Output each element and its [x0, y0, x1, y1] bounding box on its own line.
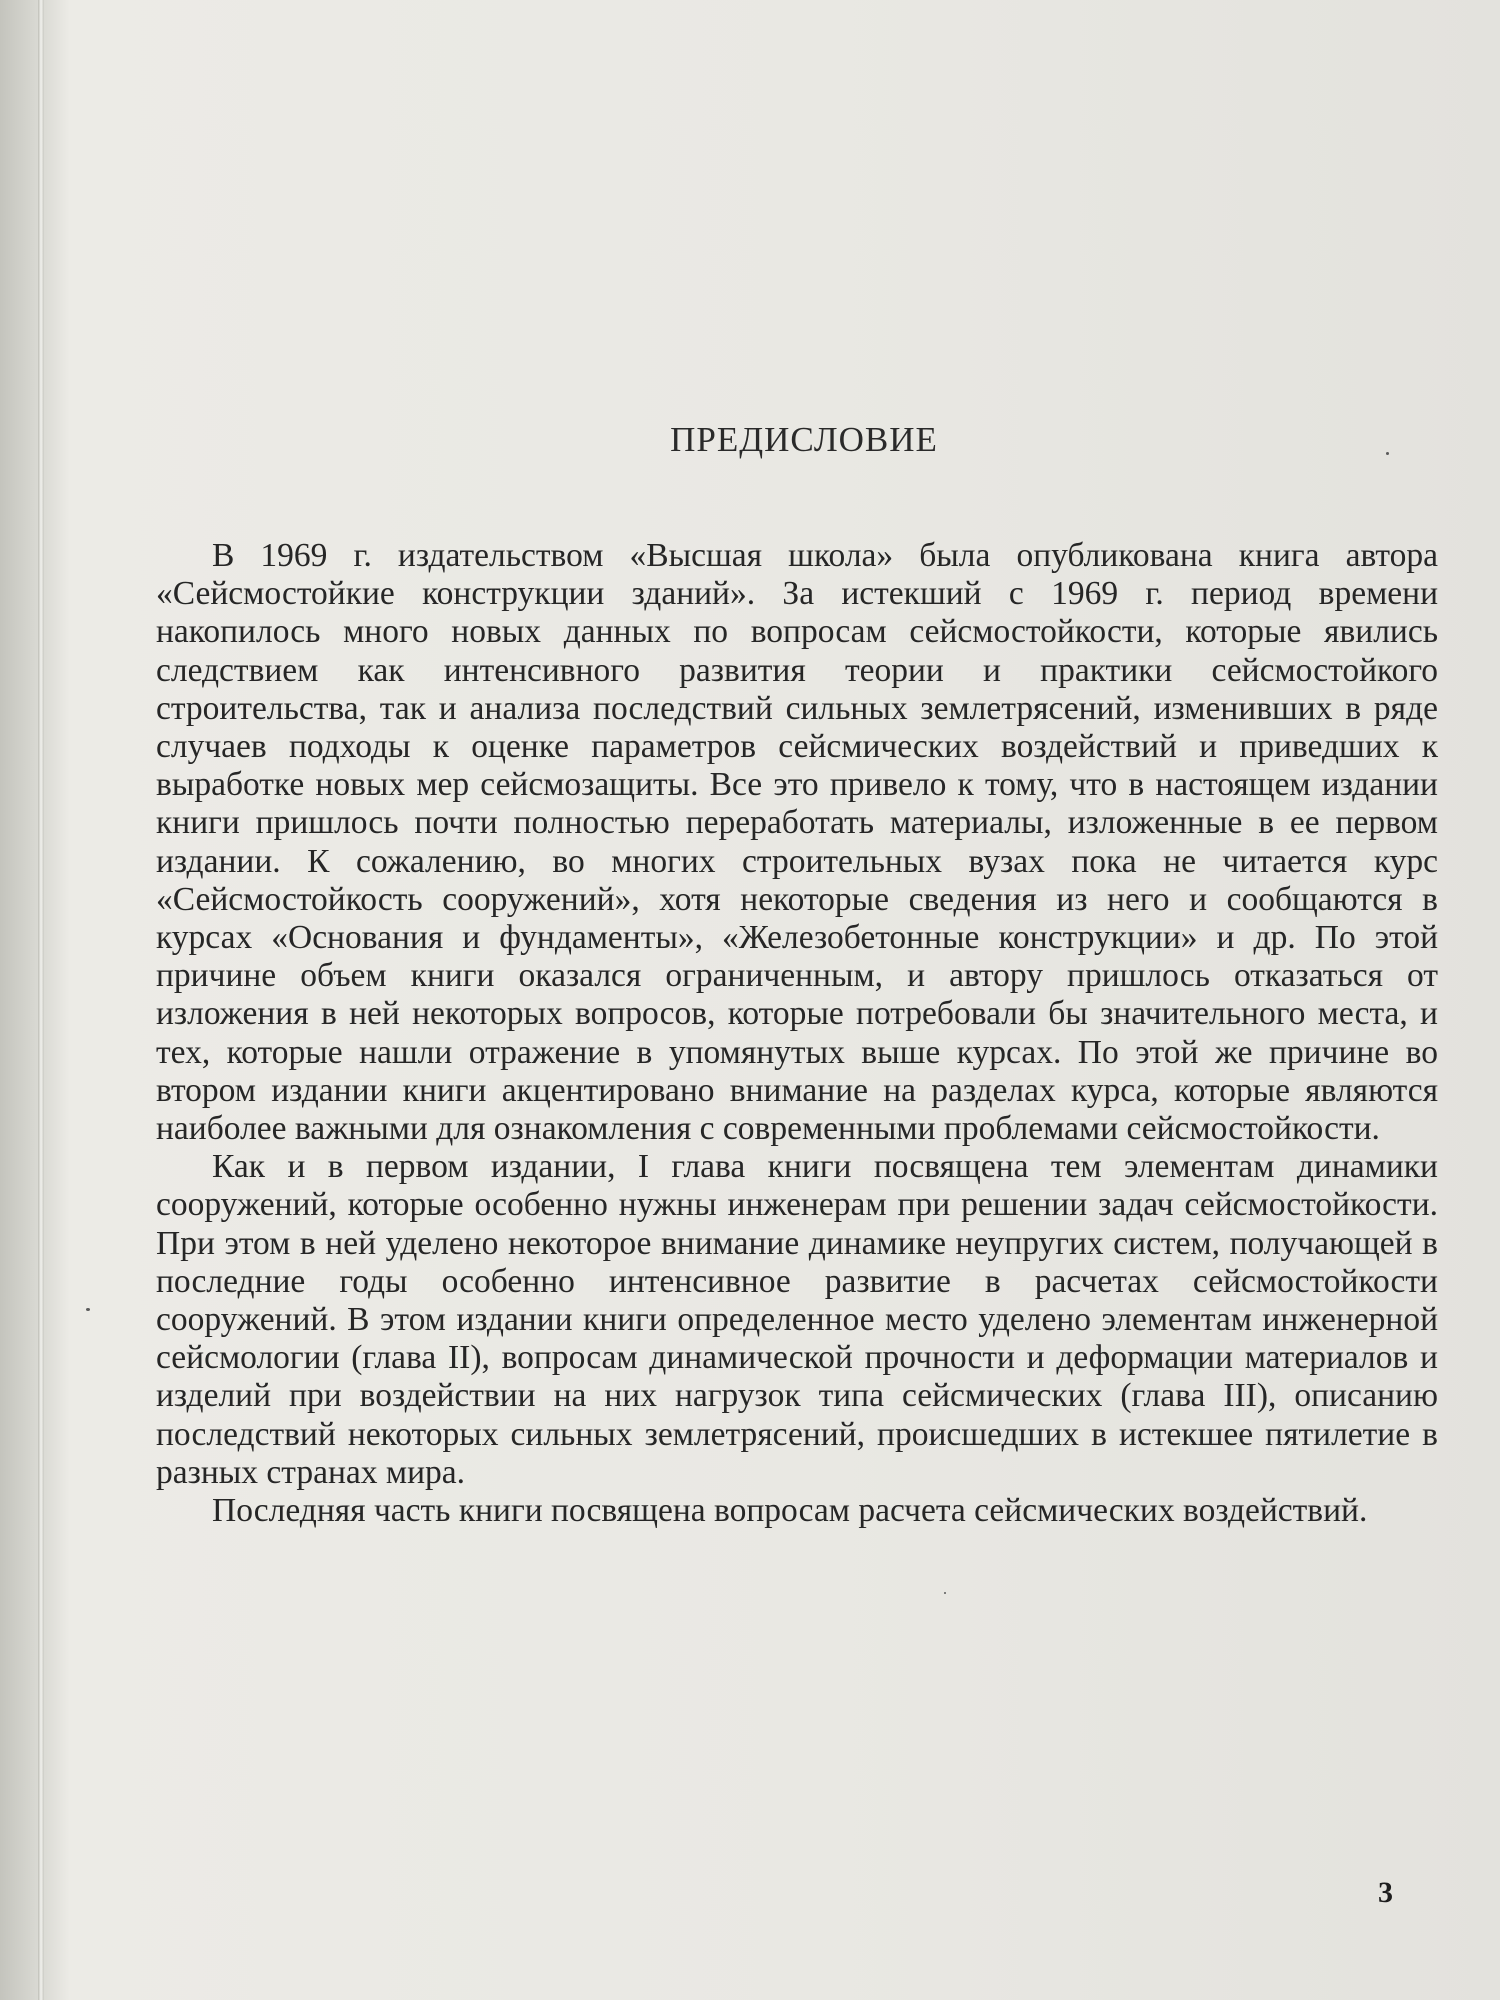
paper-speck [1386, 452, 1389, 455]
paragraph-3: Последняя часть книги посвящена вопросам расчета сейсмических воздействий. [212, 1492, 1368, 1530]
book-page [44, 0, 1500, 2000]
paper-speck [86, 1308, 90, 1311]
preface-text [156, 537, 1438, 1530]
facing-page-edge [0, 0, 38, 2000]
paper-speck [944, 1592, 946, 1594]
page-title: ПРЕДИСЛОВИЕ [670, 420, 938, 459]
page-number: 3 [1378, 1876, 1393, 1909]
paragraph-1: В 1969 г. издательством «Высшая школа» была опубликована книга автора «Сейсмостойкие конструкции зданий». За истекший с 1969 г. период времени накопилось много новых данных по вопросам сейсмостойкости, которые явились следствием как интенсивного развития теории и практики сейсмостойкого строительства, так и анализа последствий сильных землетрясений, изменивших в ряде случаев подходы к оценке параметров сейсмических воздействий и приведших к выработке новых мер сейсмозащиты. Все это привело к тому, что в настоящем издании книги пришлось почти полностью переработать материалы, изложенные в ее первом издании. К сожалению, во многих строительных вузах пока не читается курс «Сейсмостойкость сооружений», хотя некоторые сведения из него и сообщаются в курсах «Основания и фундаменты», «Железобетонные конструкции» и др. По этой причине объем книги оказался ограниченным, и автору пришлось отказаться от изложения в ней некоторых вопросов, которые потребовали бы значительного места, и тех, которые нашли отражение в упомянутых выше курсах. По этой же причине во втором издании книги акцентировано внимание на разделах курса, которые являются наиболее важными для ознакомления с современными проблемами сейсмостойкости. [156, 537, 1438, 1148]
paragraph-2: Как и в первом издании, I глава книги посвящена тем элементам динамики сооружений, которые особенно нужны инженерам при решении задач сейсмостойкости. При этом в ней уделено некоторое внимание динамике неупругих систем, получающей в последние годы особенно интенсивное развитие в расчетах сейсмостойкости сооружений. В этом издании книги определенное место уделено элементам инженерной сейсмологии (глава II), вопросам динамической прочности и деформации материалов и изделий при воздействии на них нагрузок типа сейсмических (глава III), описанию последствий некоторых сильных землетрясений, происшедших в истекшее пятилетие в разных странах мира. [156, 1148, 1438, 1491]
